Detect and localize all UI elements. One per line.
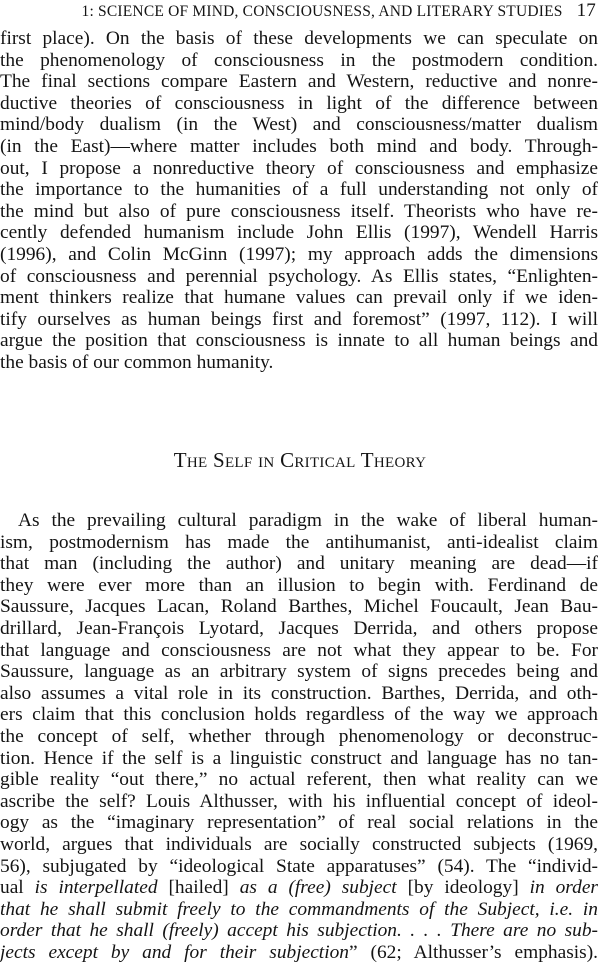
text-line: tify ourselves as human beings first and foremost” (1997, 112). I will	[0, 308, 598, 330]
text-line: ascribe the self? Louis Althusser, with his influential concept of ideol-	[0, 790, 598, 812]
text-line: the phenomenology of consciousness in the postmodern condition.	[0, 49, 598, 71]
text-line: ductive theories of consciousness in light of the difference between	[0, 92, 598, 114]
text-line: Saussure, Jacques Lacan, Roland Barthes, Michel Foucault, Jean Bau-	[0, 596, 598, 618]
text-line: cently defended humanism include John Ellis (1997), Wendell Harris	[0, 222, 598, 244]
text-line: the basis of our common humanity.	[0, 351, 274, 373]
text-line: the concept of self, whether through phenomenology or deconstruc-	[0, 725, 598, 747]
text-line: the mind but also of pure consciousness itself. Theorists who have re-	[0, 200, 598, 222]
text-line: 56), subjugated by “ideological State apparatuses” (54). The “individ-	[0, 855, 598, 877]
quote-line: order that he shall (freely) accept his subjection. . . . There are no sub-	[0, 920, 598, 942]
text-line: ism, postmodernism has made the antihumanist, anti-idealist claim	[0, 531, 598, 553]
text-line: The final sections compare Eastern and Western, reductive and nonre-	[0, 71, 598, 93]
paragraph-2	[0, 510, 598, 963]
text-line: the importance to the humanities of a full understanding not only of	[0, 179, 598, 201]
running-title: 1: SCIENCE OF MIND, CONSCIOUSNESS, AND LITERARY STUDIES	[81, 3, 563, 20]
text-line: out, I propose a nonreductive theory of consciousness and emphasize	[0, 157, 598, 179]
text-line: gible reality “out there,” no actual referent, then what reality can we	[0, 769, 598, 791]
page-number: 17	[576, 0, 596, 21]
text-line: world, argues that individuals are socially constructed subjects (1969,	[0, 833, 598, 855]
text-line: (1996), and Colin McGinn (1997); my approach adds the dimensions	[0, 243, 598, 265]
text-line: ogy as the “imaginary representation” of real social relations in the	[0, 812, 598, 834]
text-line: argue the position that consciousness is innate to all human beings and	[0, 330, 598, 352]
quote-line: that he shall submit freely to the commandments of the Subject, i.e. in	[0, 898, 598, 920]
text-line: (in the East)—where matter includes both mind and body. Through-	[0, 135, 598, 157]
text-line: ers claim that this conclusion holds regardless of the way we approach	[0, 704, 598, 726]
text-line: mind/body dualism (in the West) and consciousness/matter dualism	[0, 114, 598, 136]
text-line: tion. Hence if the self is a linguistic construct and language has no tan-	[0, 747, 598, 769]
paragraph-1	[0, 28, 598, 374]
text-line: ment thinkers realize that humane values can prevail only if we iden-	[0, 287, 598, 309]
text-line: As the prevailing cultural paradigm in the wake of liberal human-	[18, 510, 598, 531]
text-line: drillard, Jean-François Lyotard, Jacques Derrida, and others propose	[0, 617, 598, 639]
running-head	[0, 0, 596, 28]
text-line: that man (including the author) and unitary meaning are dead—if	[0, 553, 598, 575]
quote-line: jects except by and for their subjection” (62; Althusser’s emphasis).	[0, 941, 598, 963]
text-line: also assumes a vital role in its construction. Barthes, Derrida, and oth-	[0, 682, 598, 704]
text-line: first place). On the basis of these developments we can speculate on	[0, 28, 598, 49]
text-line: of consciousness and perennial psychology. As Ellis states, “Enlighten-	[0, 265, 598, 287]
text-line: Saussure, language as an arbitrary system of signs precedes being and	[0, 661, 598, 683]
text-line: that language and consciousness are not what they appear to be. For	[0, 639, 598, 661]
quote-line: ual is interpellated [hailed] as a (free) subject [by ideology] in order	[0, 877, 598, 899]
text-line: they were ever more than an illusion to begin with. Ferdinand de	[0, 574, 598, 596]
section-heading: The Self in Critical Theory	[173, 448, 427, 472]
